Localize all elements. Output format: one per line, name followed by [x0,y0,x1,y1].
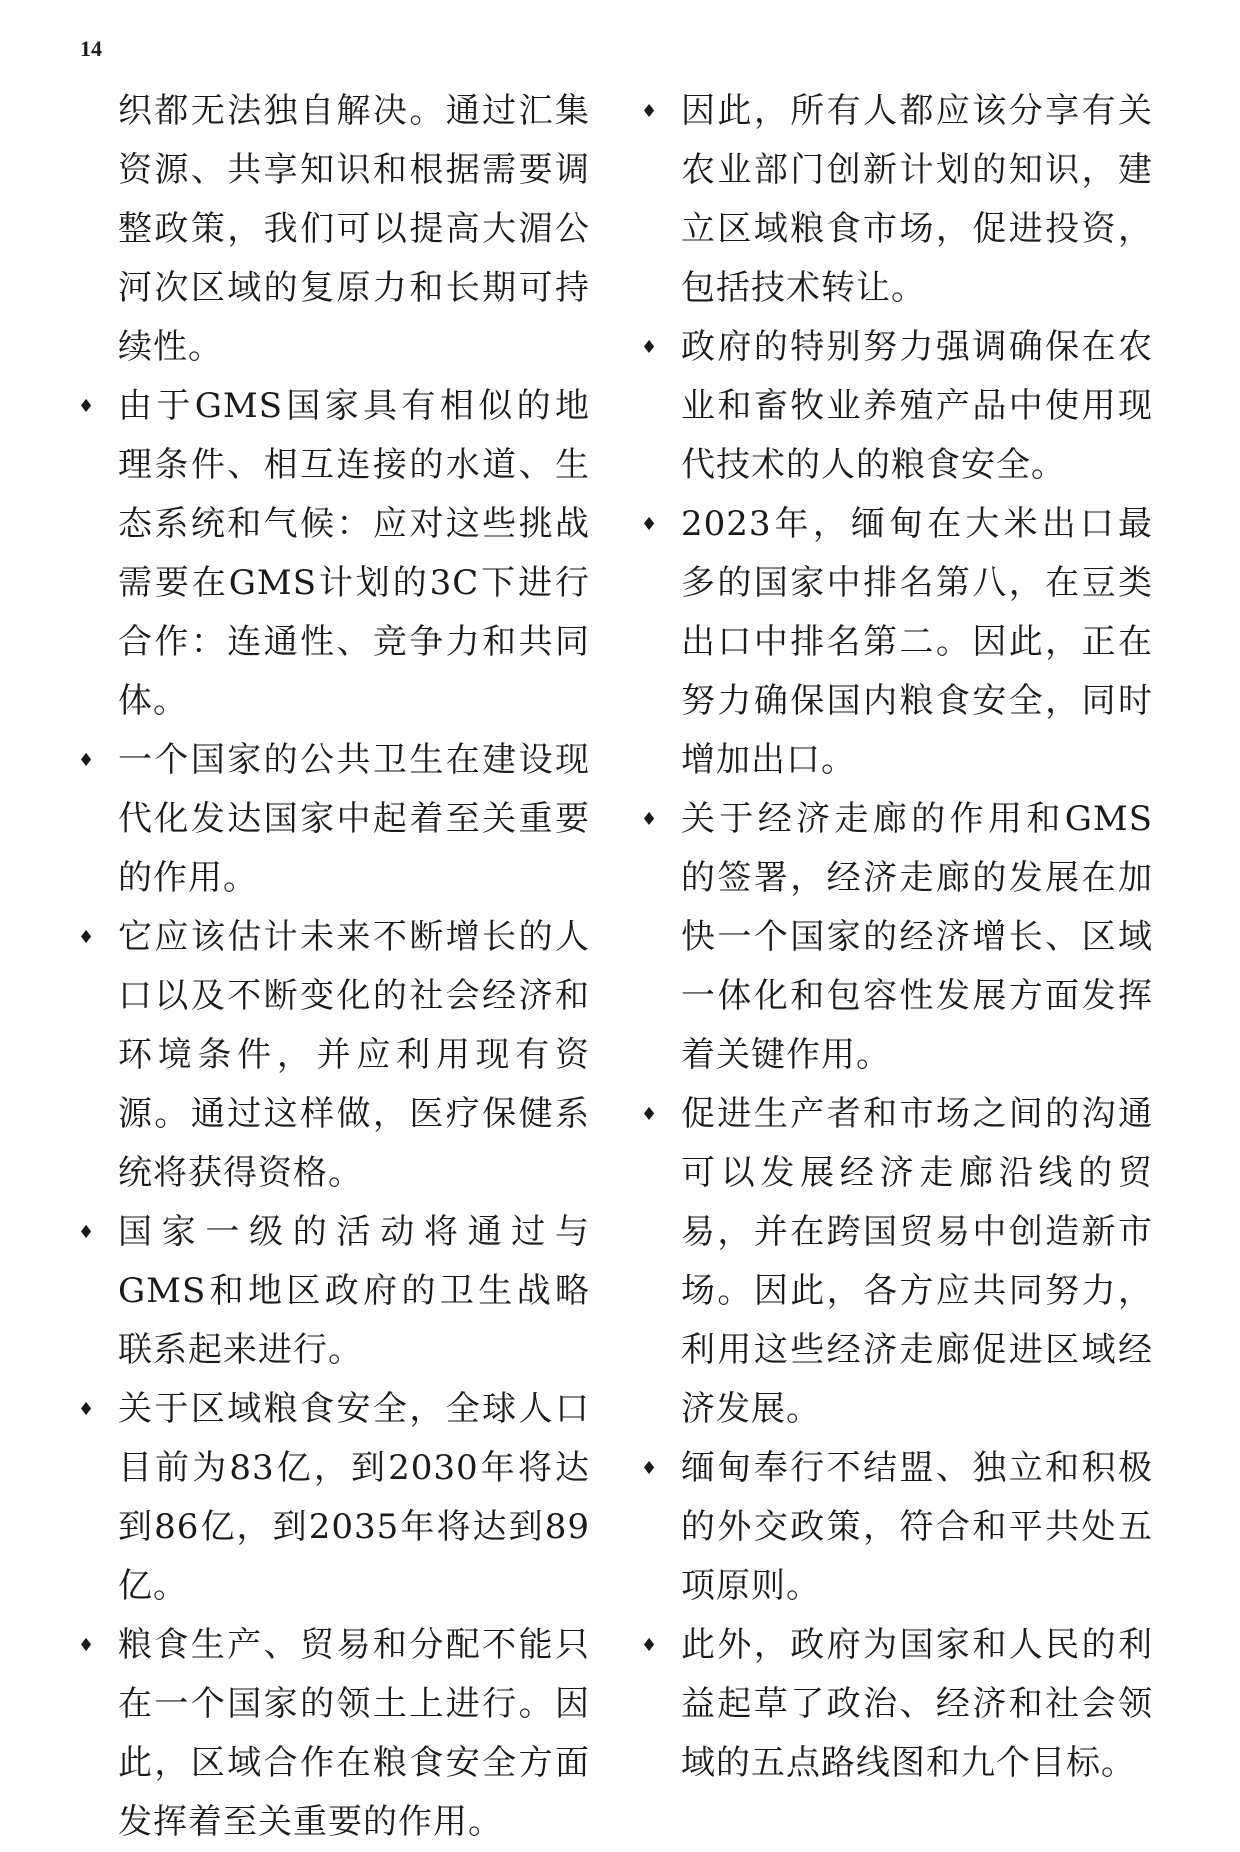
list-item-text: 促进生产者和市场之间的沟通可以发展经济走廊沿线的贸易，并在跨国贸易中创造新市场。因此，各方应共同努力，利用这些经济走廊促进区域经济发展。 [681,1094,1153,1429]
list-item-text: 关于经济走廊的作用和GMS的签署，经济走廊的发展在加快一个国家的经济增长、区域一体化和包容性发展方面发挥着关键作用。 [681,799,1153,1075]
list-item-text: 一个国家的公共卫生在建设现代化发达国家中起着至关重要的作用。 [118,740,590,898]
list-item [641,82,1153,318]
list-item-text: 此外，政府为国家和人民的利益起草了政治、经济和社会领域的五点路线图和九个目标。 [681,1625,1153,1783]
diamond-bullet-icon: ♦ [641,1104,659,1125]
list-item [641,790,1153,1085]
page-number: 14 [80,36,102,61]
list-item [641,1616,1153,1793]
list-item [78,908,590,1203]
diamond-bullet-icon: ♦ [641,337,659,358]
list-item-text: 政府的特别努力强调确保在农业和畜牧业养殖产品中使用现代技术的人的粮食安全。 [681,327,1153,485]
list-item [641,495,1153,790]
diamond-bullet-icon: ♦ [78,1222,96,1243]
diamond-bullet-icon: ♦ [78,1399,96,1420]
list-item [641,318,1153,495]
list-item-text: 关于区域粮食安全，全球人口目前为83亿，到2030年将达到86亿，到2035年将达到89亿。 [118,1389,590,1606]
list-item [78,1380,590,1616]
right-column [641,82,1153,1793]
diamond-bullet-icon: ♦ [78,396,96,417]
list-item-text: 国家一级的活动将通过与GMS和地区政府的卫生战略联系起来进行。 [118,1212,590,1370]
diamond-bullet-icon: ♦ [641,101,659,122]
diamond-bullet-icon: ♦ [641,1635,659,1656]
list-item-text: 2023年，缅甸在大米出口最多的国家中排名第八，在豆类出口中排名第二。因此，正在努力确保国内粮食安全，同时增加出口。 [681,504,1153,780]
list-item [78,731,590,908]
list-item-text: 由于GMS国家具有相似的地理条件、相互连接的水道、生态系统和气候：应对这些挑战需要在GMS计划的3C下进行合作：连通性、竞争力和共同体。 [118,386,590,721]
list-item [78,377,590,731]
left-column [78,82,590,1852]
diamond-bullet-icon: ♦ [78,1635,96,1656]
list-item-text: 缅甸奉行不结盟、独立和积极的外交政策，符合和平共处五项原则。 [681,1448,1153,1606]
continuation-paragraph: 织都无法独自解决。通过汇集资源、共享知识和根据需要调整政策，我们可以提高大湄公河次区域的复原力和长期可持续性。 [118,91,590,367]
diamond-bullet-icon: ♦ [641,809,659,830]
list-item-text: 它应该估计未来不断增长的人口以及不断变化的社会经济和环境条件，并应利用现有资源。通过这样做，医疗保健系统将获得资格。 [118,917,590,1193]
list-item [78,1203,590,1380]
diamond-bullet-icon: ♦ [641,1458,659,1479]
diamond-bullet-icon: ♦ [78,750,96,771]
list-item-text: 粮食生产、贸易和分配不能只在一个国家的领土上进行。因此，区域合作在粮食安全方面发挥着至关重要的作用。 [118,1625,590,1842]
list-item [78,1616,590,1852]
list-item-text: 因此，所有人都应该分享有关农业部门创新计划的知识，建立区域粮食市场，促进投资，包括技术转让。 [681,91,1153,308]
diamond-bullet-icon: ♦ [78,927,96,948]
diamond-bullet-icon: ♦ [641,514,659,535]
list-item [641,1439,1153,1616]
list-item [641,1085,1153,1439]
